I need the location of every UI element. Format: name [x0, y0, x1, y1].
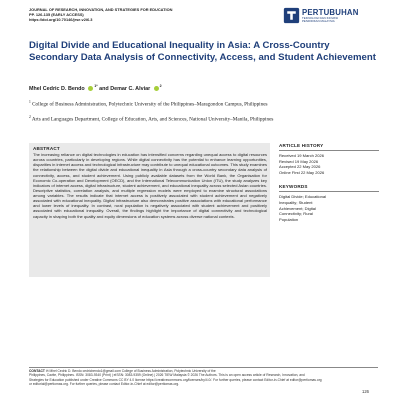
logo-subtitle-line1: TEKNOLOGI DAN INOVASI [302, 16, 339, 20]
contact-footer [29, 369, 378, 387]
publisher-logo [283, 6, 378, 28]
history-revised: Revised 19 May 2026 [279, 158, 319, 164]
journal-header [29, 7, 259, 23]
logo-subtitle-line2: PENDIDIKAN MALAYSIA [302, 19, 335, 24]
author-1-name: Mhel Cedric D. Bendo [29, 85, 85, 92]
affiliation-1-num: 1 [29, 100, 31, 104]
contact-label: CONTACT [29, 369, 45, 373]
publisher-logo-icon [283, 7, 300, 24]
footer-line-3: Strategies for Education published under Creative Commons CC BY 4.0 license https://creativecommons.org/licenses/by/4.0/. For further queries, please contact Editor-in-Chief at editor@pertiomas.org [29, 377, 322, 382]
author-2-name: Demar C. Alviar [110, 85, 151, 92]
orcid-icon[interactable] [154, 86, 159, 91]
author-line [29, 84, 329, 92]
author-2-sup: 2 [159, 84, 162, 88]
footer-divider [29, 367, 378, 368]
affiliation-1-text: College of Business Administration, Polytechnic University of the Philippines–Maragondon Campus, Philippines [32, 101, 268, 108]
email-icon: ✉ [45, 369, 49, 373]
abstract-text: The increasing reliance on digital technologies in education has intensified concerns regarding unequal access to digital resources across countries, particularly in developing regions. While digital connectivity has the potential to enhance learning opportunities, disparities in internet access and technological infrastructure may contribute to unequal educational outcomes. This study examines the relationship between the digital divide and educational inequality in Asia through a cross-country secondary data analysis of connectivity, access, and student achievement. Using publicly available datasets from the World Bank, the Organisation for Economic Co-operation and Development (OECD), and the International Telecommunication Union (ITU), the study analyzes key indicators of internet access, digital infrastructure, student achievement, and educational inequality across selected Asian countries. Descriptive statistics, correlation analysis, and multiple regression models were employed to examine structural associations among variables. The results indicate that internet access is positively associated with student achievement and negatively associated with educational inequality. Digital infrastructure also demonstrates positive associations with educational performance and lower levels of inequality. In contrast, rural population is negatively associated with student achievement and positively associated with educational inequality. Overall, the findings highlight the importance of digital connectivity and technological capacity in shaping both the quality and equity dimensions of education systems across diverse national contexts. [33, 152, 267, 219]
keyword-line: Achievement; Digital [279, 205, 316, 211]
history-received: Received 19 March 2026 [279, 153, 324, 158]
affiliation-2-num: 2 [29, 115, 31, 119]
article-history-label: ARTICLE HISTORY [279, 143, 379, 151]
journal-pages: PP. 126-135 (EARLY ACCESS) [29, 12, 84, 18]
orcid-icon[interactable] [88, 86, 93, 91]
footer-line-4: or editorial@pertiomas.org. For further queries, please contact Editor-in-Chief at editor@pertiomas.org. [29, 382, 180, 387]
page-number: 126 [362, 389, 369, 394]
history-online-first: Online First 22 May 2026 [279, 169, 325, 175]
doi-link[interactable]: https://doi.org/10.70146/jrse.v2i6.3 [29, 17, 93, 23]
journal-name: JOURNAL OF RESEARCH, INNOVATION, AND STRATEGIES FOR EDUCATION [29, 7, 173, 12]
logo-name: PERTUBUHAN [302, 8, 359, 17]
author-separator: and [99, 85, 109, 92]
article-title: Digital Divide and Educational Inequality in Asia: A Cross-Country Secondary Data Analysis of Connectivity, Access, and Student Achievement [29, 40, 376, 64]
footer-line-1-text: Mhel Cedric D. Bendo cedricbendo1@gmail.com College of Business Administration, Polytechnic University of the [49, 369, 216, 373]
abstract-label: ABSTRACT [33, 146, 60, 151]
affiliation-2-text: Arts and Languages Department, College of Education, Arts, and Sciences, National University–Manila, Philippines [31, 116, 274, 123]
keyword-line: Population [279, 216, 299, 222]
keyword-line: Connectivity; Rural [279, 211, 313, 217]
abstract-box [29, 143, 270, 277]
history-accepted: Accepted 22 May 2026 [279, 164, 321, 170]
logo-subtitle [302, 17, 382, 24]
affiliation-1 [29, 99, 359, 109]
keyword-line: Inequality; Student [279, 199, 313, 205]
footer-line-2: Philippines, Cavite, Philippines. ISSN: 3083-9340 (Print) | eISSN: 3083-9359 (Online) | 2026 TIEW Malaysia © 2026 The Authors. This is an open access article of Research, Innovation, and [29, 373, 305, 378]
author-1-sup: 1* [94, 84, 98, 88]
affiliation-2 [29, 114, 359, 124]
keywords-label: KEYWORDS [279, 184, 379, 192]
keyword-line: Digital Divide; Educational [279, 194, 327, 200]
article-sidebar [279, 143, 379, 222]
